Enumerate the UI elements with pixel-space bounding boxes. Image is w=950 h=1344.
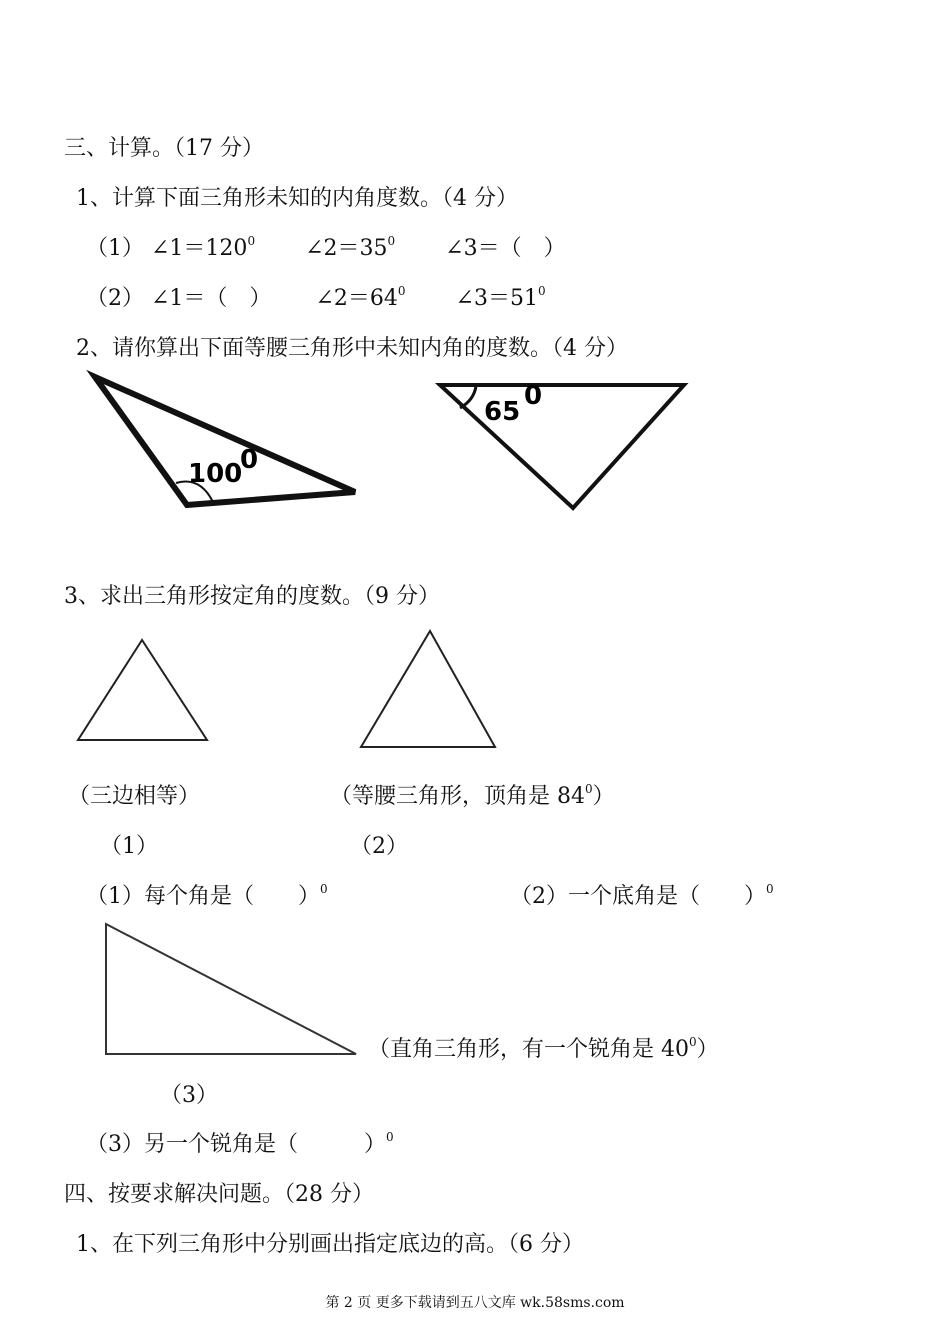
answer-2-text: （2）一个底角是（ ） (510, 884, 766, 909)
obtuse-angle-sup: 0 (240, 445, 259, 475)
answer-1-sup: 0 (320, 882, 328, 896)
caption-isosceles-text: （等腰三角形，顶角是 84 (330, 784, 585, 809)
q3-title: 3、求出三角形按定角的度数。（9 分） (64, 584, 440, 609)
q1-title: 1、计算下面三角形未知的内角度数。（4 分） (76, 186, 518, 211)
inverted-angle-label: 65 (484, 397, 521, 427)
answer-3-sup: 0 (386, 1130, 394, 1144)
caption-isosceles-end: ） (592, 784, 615, 809)
row2-angle1: ∠1＝（ ） (151, 286, 272, 311)
row2-angle2: ∠2＝64 (315, 286, 398, 311)
row2-prefix: （2） (86, 286, 144, 311)
answer-2 (510, 882, 774, 912)
row1-angle3: ∠3＝（ ） (445, 236, 566, 261)
answer-3-text: （3）另一个锐角是（ ） (86, 1132, 386, 1157)
q2-title: 2、请你算出下面等腰三角形中未知内角的度数。（4 分） (76, 336, 628, 361)
answer-3 (86, 1130, 394, 1160)
page-footer: 第 2 页 更多下载请到五八文库 wk.58sms.com (325, 1295, 625, 1311)
row1-angle2: ∠2＝35 (305, 236, 388, 261)
section3-title: 三、计算。（17 分） (64, 136, 264, 161)
row1-angle2-sup: 0 (387, 234, 396, 248)
caption-equilateral: （三边相等） (68, 784, 201, 809)
fig-number-2: （2） (350, 834, 408, 859)
row2-angle3: ∠3＝51 (455, 286, 538, 311)
row2-angle2-sup: 0 (397, 284, 406, 298)
answer-1-text: （1）每个角是（ ） (86, 884, 320, 909)
answer-2-sup: 0 (766, 882, 774, 896)
inverted-angle-sup: 0 (524, 381, 543, 411)
fig-number-1: （1） (100, 834, 158, 859)
right-triangle (106, 924, 356, 1054)
row2-angle3-sup: 0 (537, 284, 546, 298)
row1-prefix: （1） (86, 236, 144, 261)
caption-right-triangle (368, 1035, 719, 1065)
caption-isosceles (330, 782, 615, 812)
row1-angle1: ∠1＝120 (151, 236, 248, 261)
caption-right-sup: 0 (689, 1035, 697, 1049)
answer-1 (86, 882, 328, 912)
obtuse-angle-label: 100 (188, 459, 243, 489)
equilateral-triangle (78, 640, 207, 740)
fig-number-3: （3） (160, 1083, 218, 1108)
row1-angle1-sup: 0 (247, 234, 256, 248)
caption-right-end: ） (696, 1037, 719, 1062)
caption-isosceles-sup: 0 (585, 782, 593, 796)
isosceles-triangle (361, 631, 495, 747)
section4-title: 四、按要求解决问题。（28 分） (64, 1182, 374, 1207)
inverted-triangle (440, 385, 684, 508)
section4-q1-title: 1、在下列三角形中分别画出指定底边的高。（6 分） (76, 1232, 584, 1257)
caption-right-text: （直角三角形，有一个锐角是 40 (368, 1037, 689, 1062)
